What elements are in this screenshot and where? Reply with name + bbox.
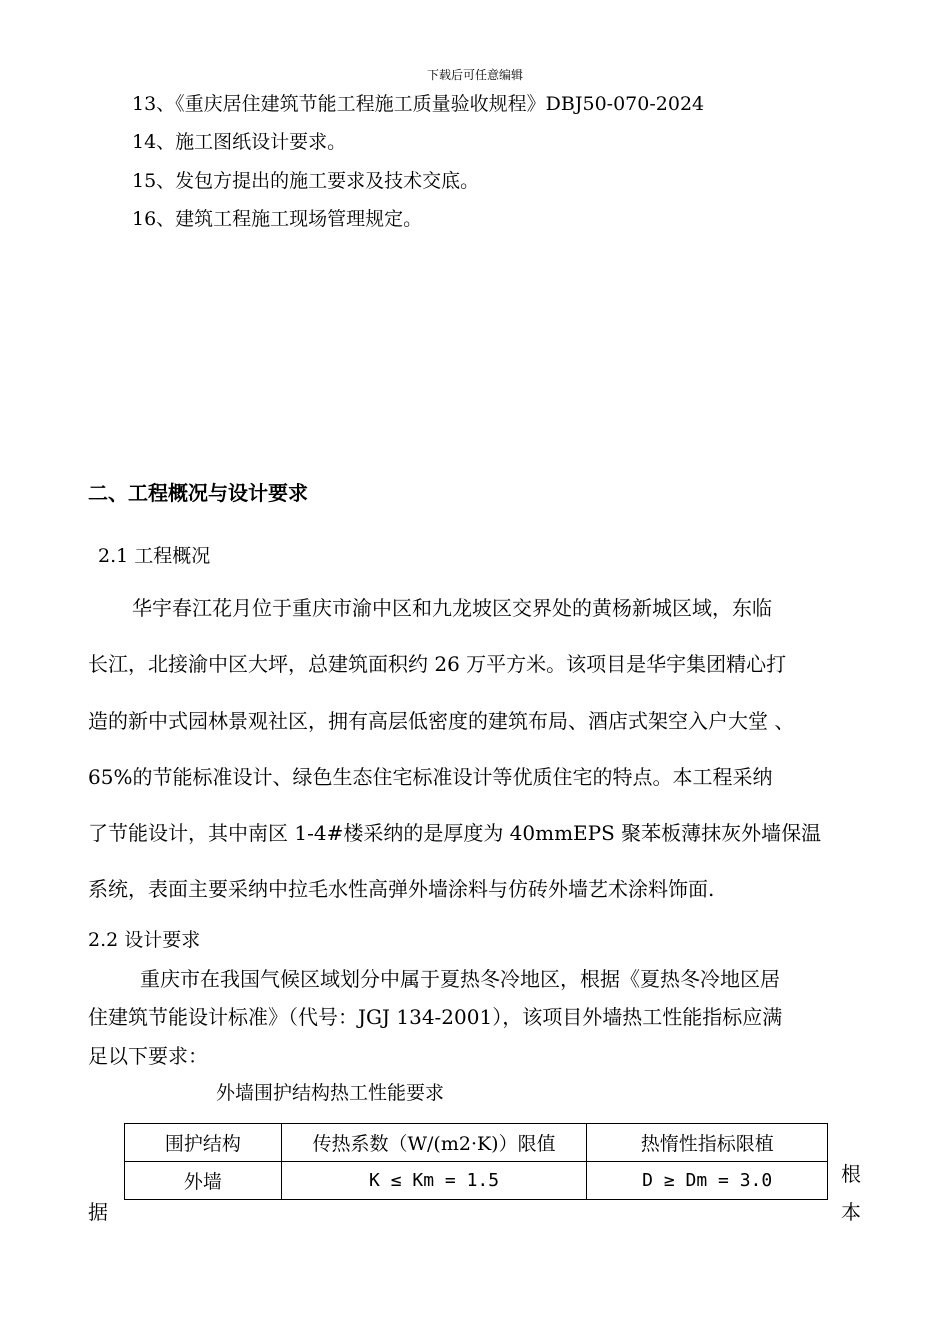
table-header-cell: 围护结构: [125, 1124, 282, 1162]
overview-line: 了节能设计，其中南区 1-4#楼采纳的是厚度为 40mmEPS 聚苯板薄抹灰外墙保温: [88, 821, 822, 845]
continuation-char-left: 据: [88, 1200, 108, 1224]
table-cell: K ≤ Km = 1.5: [281, 1162, 587, 1200]
table-header-cell: 热惰性指标限植: [587, 1124, 828, 1162]
reference-item-14: 14、施工图纸设计要求。: [132, 131, 347, 153]
continuation-char-right-bottom: 本: [841, 1200, 861, 1224]
table-caption: 外墙围护结构热工性能要求: [216, 1082, 445, 1104]
table-row: [125, 1162, 828, 1200]
table-cell: 外墙: [125, 1162, 282, 1200]
table-cell: D ≥ Dm = 3.0: [587, 1162, 828, 1200]
thermal-performance-table: [124, 1123, 828, 1200]
subsection-title-design: 2.2 设计要求: [88, 929, 201, 951]
continuation-char-right-top: 根: [841, 1162, 861, 1186]
reference-item-13: 13、《重庆居住建筑节能工程施工质量验收规程》DBJ50-070-2024: [132, 93, 705, 115]
overview-line: 长江，北接渝中区大坪，总建筑面积约 26 万平方米。该项目是华宇集团精心打: [88, 652, 787, 676]
overview-line: 系统，表面主要采纳中拉毛水性高弹外墙涂料与仿砖外墙艺术涂料饰面.: [88, 877, 715, 901]
reference-item-15: 15、发包方提出的施工要求及技术交底。: [132, 170, 480, 192]
design-line: 住建筑节能设计标准》（代号：JGJ 134-2001），该项目外墙热工性能指标应满: [88, 1005, 783, 1029]
design-line: 足以下要求：: [88, 1044, 208, 1068]
overview-line: 华宇春江花月位于重庆市渝中区和九龙坡区交界处的黄杨新城区域，东临: [132, 596, 772, 620]
design-line: 重庆市在我国气候区域划分中属于夏热冬冷地区，根据《夏热冬冷地区居: [140, 967, 780, 991]
subsection-title-overview: 2.1 工程概况: [98, 545, 211, 567]
table-header-row: [125, 1124, 828, 1162]
table-header-cell: 传热系数（W/(m2·K)）限值: [281, 1124, 587, 1162]
header-note: 下载后可任意编辑: [426, 68, 523, 82]
section-title: 二、工程概况与设计要求: [88, 481, 308, 505]
overview-line: 65%的节能标准设计、绿色生态住宅标准设计等优质住宅的特点。本工程采纳: [88, 765, 773, 789]
reference-item-16: 16、建筑工程施工现场管理规定。: [132, 208, 423, 230]
overview-line: 造的新中式园林景观社区，拥有高层低密度的建筑布局、酒店式架空入户大堂 、: [88, 709, 795, 733]
